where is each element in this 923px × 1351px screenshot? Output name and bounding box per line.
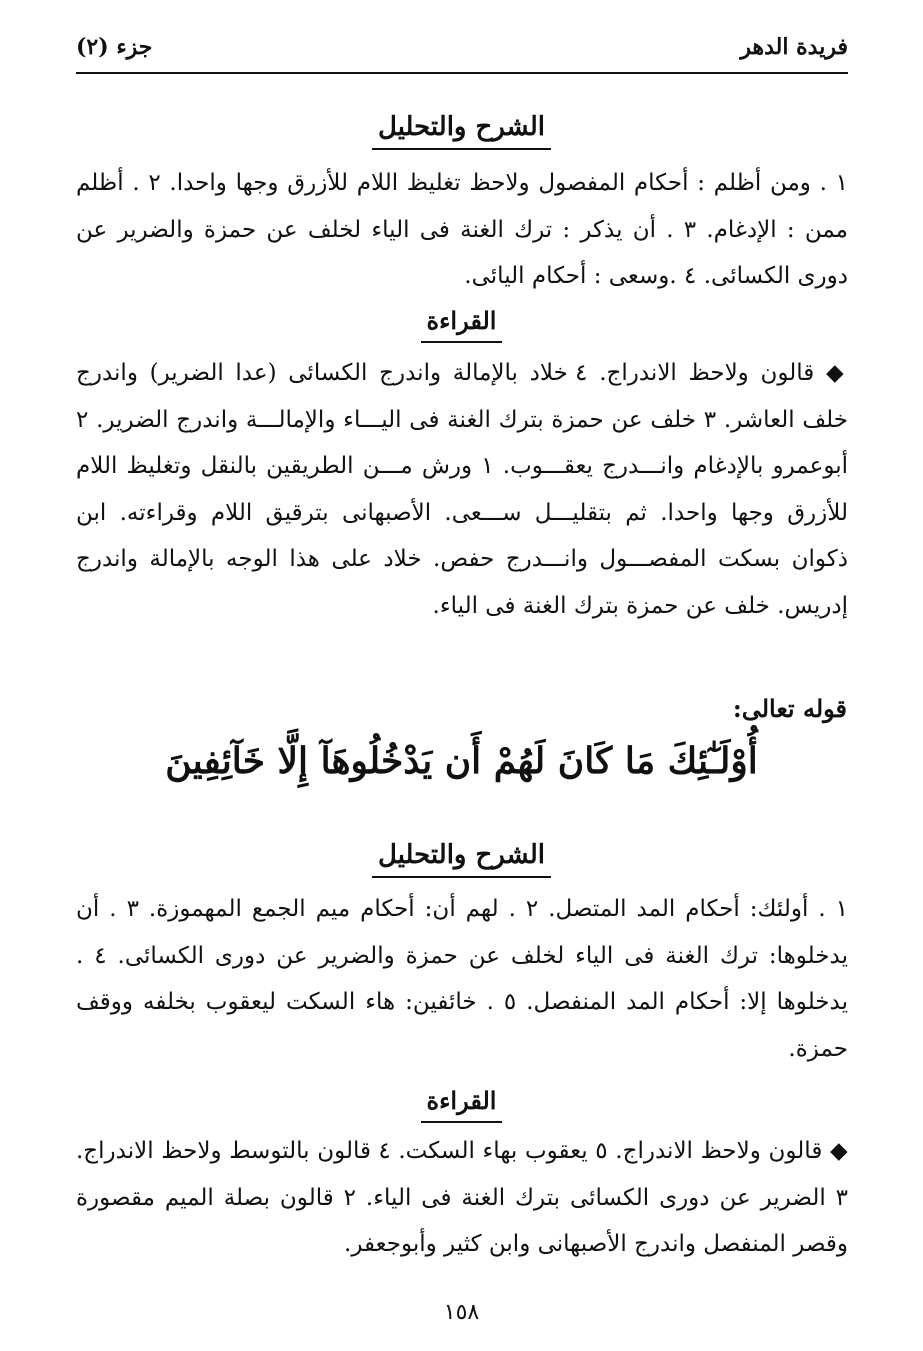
reading-paragraph-1: ◆ قالون ولاحظ الاندراج. ٤ خلاد بالإمالة واندرج الكسائى (عدا الضرير) واندرج خلف العاشر. ٣ خلف عن حمزة بترك الغنة فى اليـــاء والإمالـــة واندرج الضرير. ٢ أبوعمرو بالإدغام وانـــدرج يعقـــوب. ١ ورش مـــن الطريقين بالنقل وتغليظ اللام للأزرق وجها واحدا. ثم بتقليـــل ســـعى. الأصبهانى بترقيق اللام وقراءته. ابن ذكوان بسكت المفصـــول وانـــدرج حفص. خلاد على هذا الوجه بالإمالة واندرج إدريس. خلف عن حمزة بترك الغنة فى الياء.	[76, 360, 849, 619]
book-title: فريدة الدهر	[740, 34, 848, 60]
reading-heading-1: القراءة	[0, 306, 923, 343]
page-number: ١٥٨	[443, 1300, 480, 1325]
analysis-paragraph-1: ١ . ومن أظلم : أحكام المفصول ولاحظ تغليظ اللام للأزرق وجها واحدا. ٢ . أظلم ممن : الإدغام. ٣ . أن يذكر : ترك الغنة فى الياء لخلف عن حمزة والضرير عن دورى الكسائى. ٤ .وسعى : أحكام اليائى.	[76, 170, 848, 289]
header-rule	[76, 72, 848, 74]
quran-verse: أُوْلَـٰٓئِكَ مَا كَانَ لَهُمْ أَن يَدْخُلُوهَآ إِلَّا خَآئِفِينَ	[165, 740, 758, 782]
reading-heading-2: القراءة	[0, 1086, 923, 1123]
volume-label: جزء (٢)	[76, 34, 153, 60]
verse-label: قوله تعالى:	[732, 694, 847, 723]
section-heading-1: الشرح والتحليل	[0, 112, 923, 150]
section-heading-2: الشرح والتحليل	[0, 840, 923, 878]
reading-paragraph-2: ◆ قالون ولاحظ الاندراج. ٥ يعقوب بهاء السكت. ٤ قالون بالتوسط ولاحظ الاندراج. ٣ الضرير عن دورى الكسائى بترك الغنة فى الياء. ٢ قالون بصلة الميم مقصورة وقصر المنفصل واندرج الأصبهانى وابن كثير وأبوجعفر.	[76, 1138, 848, 1257]
running-header	[76, 28, 848, 68]
analysis-paragraph-2: ١ . أولئك: أحكام المد المتصل. ٢ . لهم أن: أحكام ميم الجمع المهموزة. ٣ . أن يدخلوها: ترك الغنة فى الياء لخلف عن حمزة والضرير عن دورى الكسائى. ٤ . يدخلوها إلا: أحكام المد المنفصل. ٥ . خائفين: هاء السكت ليعقوب بخلفه ووقف حمزة.	[76, 896, 848, 1062]
